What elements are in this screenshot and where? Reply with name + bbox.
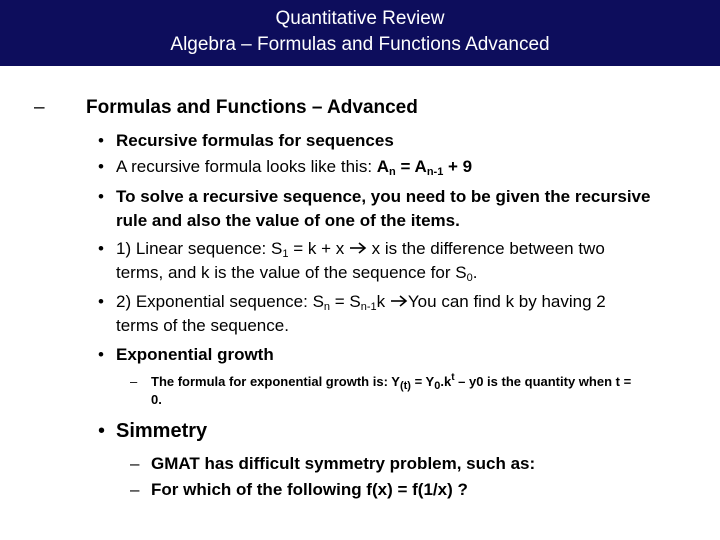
bullet-1: • [98, 131, 104, 150]
item-exponential-line1 [116, 290, 606, 314]
formula-a-sub-n: n [389, 166, 396, 178]
bullet-7: • [98, 420, 106, 442]
item-solve-line1: To solve a recursive sequence, you need to be given the recursive [116, 187, 651, 206]
bullet-3: • [98, 187, 104, 206]
linear-line2-sub: 0 [466, 272, 473, 284]
item-recursive-title: Recursive formulas for sequences [116, 131, 394, 150]
symmetry-sub-1: GMAT has difficult symmetry problem, such as: [151, 454, 536, 473]
symmetry-sub-2: For which of the following f(x) = f(1/x) ? [151, 480, 468, 499]
item-growth-title: Exponential growth [116, 345, 274, 364]
item-linear-line1 [116, 237, 605, 261]
exp-sub-n: n [323, 301, 331, 313]
linear-post: x is the difference between two [366, 239, 605, 258]
growth-formula-line1 [151, 373, 631, 391]
sub-dash-sym2: – [130, 480, 140, 499]
linear-text: 1) Linear sequence: S [116, 239, 283, 258]
growth-mid: = Y [410, 374, 435, 389]
formula-sub-n1: n-1 [426, 166, 444, 178]
header-title-line1: Quantitative Review [275, 8, 445, 29]
item-solve-line2: rule and also the value of one of the items. [116, 211, 460, 230]
growth-post: – y0 is the quantity when t = [454, 374, 632, 389]
recursive-example-text: A recursive formula looks like this: [116, 157, 377, 176]
formula-end: + 9 [443, 157, 473, 176]
growth-formula-line2: 0. [151, 392, 162, 407]
linear-line2-end: . [472, 263, 478, 282]
linear-sub-1: 1 [282, 248, 289, 260]
section-heading: Formulas and Functions – Advanced [86, 97, 418, 118]
item-exponential-line2: terms of the sequence. [116, 316, 289, 335]
linear-line2-text: terms, and k is the value of the sequence for S [116, 263, 467, 282]
item-recursive-example [116, 155, 472, 179]
growth-sup-t: t [451, 372, 455, 383]
bullet-6: • [98, 345, 104, 364]
growth-k: .k [440, 374, 452, 389]
formula-a: A [376, 157, 390, 176]
growth-sub-0: 0 [434, 380, 441, 392]
linear-mid: = k + x [288, 239, 349, 258]
right-arrow-icon [349, 241, 367, 255]
sub-dash-sym1: – [130, 454, 140, 473]
item-symmetry-title: Simmetry [116, 420, 208, 442]
sub-dash-growth: – [130, 374, 138, 389]
item-linear-line2 [116, 261, 477, 285]
right-arrow-icon [390, 294, 408, 308]
exp-sub-n1: n-1 [360, 301, 377, 313]
bullet-2: • [98, 157, 104, 176]
exp-mid: = S [330, 292, 361, 311]
growth-sub-t: (t) [399, 380, 411, 392]
heading-dash: – [34, 97, 45, 118]
growth-text: The formula for exponential growth is: Y [151, 374, 400, 389]
header-title-line2: Algebra – Formulas and Functions Advanced [170, 34, 550, 55]
formula-mid: = A [395, 157, 427, 176]
exp-text: 2) Exponential sequence: S [116, 292, 324, 311]
exp-k: k [376, 292, 390, 311]
exp-post: You can find k by having 2 [407, 292, 606, 311]
bullet-5: • [98, 292, 104, 311]
bullet-4: • [98, 239, 104, 258]
